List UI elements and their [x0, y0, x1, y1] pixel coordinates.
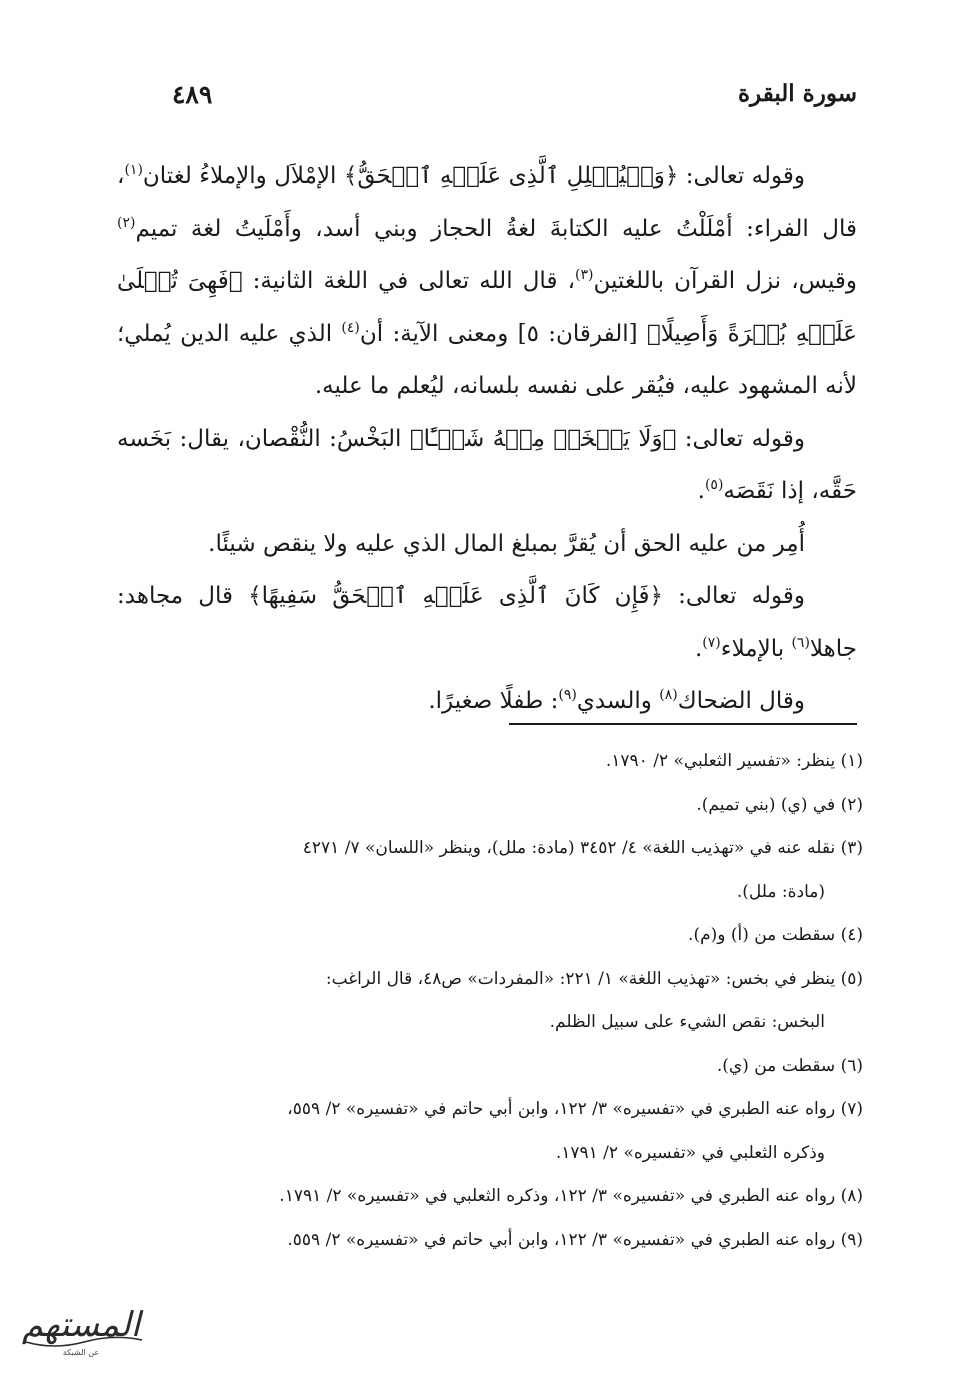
- footnote-line: (٨) رواه عنه الطبري في «تفسيره» ٣/ ١٢٢، وذكره الثعلبي في «تفسيره» ٢/ ١٧٩١.: [279, 1186, 863, 1206]
- footnote-divider: [509, 723, 857, 725]
- watermark-main-text: المستهم: [21, 1305, 141, 1345]
- paragraph-text: وقيس، نزل القرآن باللغتين: [593, 268, 857, 294]
- footnote-line: (٣) نقله عنه في «تهذيب اللغة» ٤/ ٣٤٥٢ (مادة: ملل)، وينظر «اللسان» ٧/ ٤٢٧١: [302, 838, 863, 858]
- paragraph-text: وقوله تعالى: ﴿وَلَا يَبۡخَسۡ مِنۡهُ شَيۡـًٔا﴾ البَخْسُ: النُّقْصان، يقال: بَخَسه حَقَّه، إذا نَقَصَه: [117, 425, 857, 504]
- page-number: ٤٨٩: [172, 80, 213, 109]
- footnote-continuation: (مادة: ملل).: [736, 881, 825, 902]
- footnote-line: (٥) ينظر في بخس: «تهذيب اللغة» ١/ ٢٢١: «المفردات» ص٤٨، قال الراغب:: [325, 968, 863, 989]
- footnote-continuation: وذكره الثعلبي في «تفسيره» ٢/ ١٧٩١.: [555, 1142, 825, 1163]
- footnote-marker[interactable]: (٤): [341, 319, 360, 336]
- paragraph-text: وقوله تعالى: ﴿فَإِن كَانَ ٱلَّذِى عَلَيۡهِ ٱلۡحَقُّ سَفِيهًا﴾ قال مجاهد: جاهلا: [117, 583, 857, 662]
- library-watermark-logo: [14, 1298, 148, 1360]
- footnote-line: (٢) في (ي) (بني تميم).: [696, 794, 863, 815]
- footnote-line: (٦) سقطت من (ي).: [716, 1055, 863, 1076]
- footnote-line: (١) ينظر: «تفسير الثعلبي» ٢/ ١٧٩٠.: [605, 751, 863, 771]
- main-text: [117, 150, 857, 728]
- footnote-marker[interactable]: (٦): [791, 634, 810, 651]
- sura-title: سورة البقرة: [737, 80, 857, 107]
- footnote-line: (٤) سقطت من (أ) و(م).: [688, 925, 863, 945]
- footnote-marker[interactable]: (٢): [117, 214, 136, 231]
- paragraph-text: وقوله تعالى: ﴿وَلۡيُمۡلِلِ ٱلَّذِى عَلَيۡهِ ٱلۡحَقُّ﴾ الإمْلاَل والإملاءُ لغتان: [142, 163, 805, 189]
- paragraph-p4: [117, 570, 857, 675]
- paragraph-text: بالإملاء: [720, 635, 792, 662]
- paragraph-text: وقال الضحاك: [677, 688, 805, 714]
- paragraph-text: أُمِر من عليه الحق أن يُقرَّ بمبلغ المال الذي عليه ولا ينقص شيئًا.: [208, 530, 805, 557]
- footnote-continuation: البخس: نقص الشيء على سبيل الظلم.: [549, 1012, 825, 1032]
- footnote-line: (٧) رواه عنه الطبري في «تفسيره» ٣/ ١٢٢، وابن أبي حاتم في «تفسيره» ٢/ ٥٥٩،: [287, 1099, 863, 1119]
- paragraph-p1: [117, 150, 857, 413]
- paragraph-p2: [117, 413, 857, 518]
- paragraph-p3: [117, 518, 857, 571]
- footnotes: [111, 740, 863, 1262]
- footnote-marker[interactable]: (٣): [575, 267, 594, 283]
- paragraph-text: : طفلًا صغيرًا.: [428, 688, 559, 714]
- footnote-marker[interactable]: (٥): [704, 477, 724, 493]
- footnote-marker[interactable]: (٩): [558, 687, 577, 703]
- paragraph-text: والسدي: [576, 688, 660, 714]
- paragraph-text: ، قال الله تعالى في اللغة الثانية: ﴿فَهِىَ تُمۡلَىٰ عَلَيۡهِ بُكۡرَةً وَأَصِيلًا﴾ [الفرقان: ٥] ومعنى الآية: أن: [117, 268, 857, 347]
- footnote-marker[interactable]: (٨): [659, 687, 678, 703]
- paragraph-text: الذي عليه الدين يُملي؛ لأنه المشهود عليه، فيُقر على نفسه بلسانه، ليُعلم ما عليه.: [117, 320, 857, 399]
- footnote-marker[interactable]: (١): [124, 162, 143, 178]
- footnote-line: (٩) رواه عنه الطبري في «تفسيره» ٣/ ١٢٢، وابن أبي حاتم في «تفسيره» ٢/ ٥٥٩.: [287, 1229, 863, 1250]
- paragraph-text: .: [694, 635, 703, 662]
- running-header: [172, 80, 857, 120]
- paragraph-p5: [117, 675, 857, 728]
- watermark-sub-text: عن الشبكة: [62, 1348, 100, 1357]
- paragraph-text: ، قال الفراء: أمْلَلْتُ عليه الكتابةَ لغةُ الحجاز وبني أسد، وأَمْلَيتُ لغة تميم: [117, 163, 857, 242]
- paragraph-text: .: [697, 478, 705, 504]
- footnote-marker[interactable]: (٧): [702, 634, 721, 651]
